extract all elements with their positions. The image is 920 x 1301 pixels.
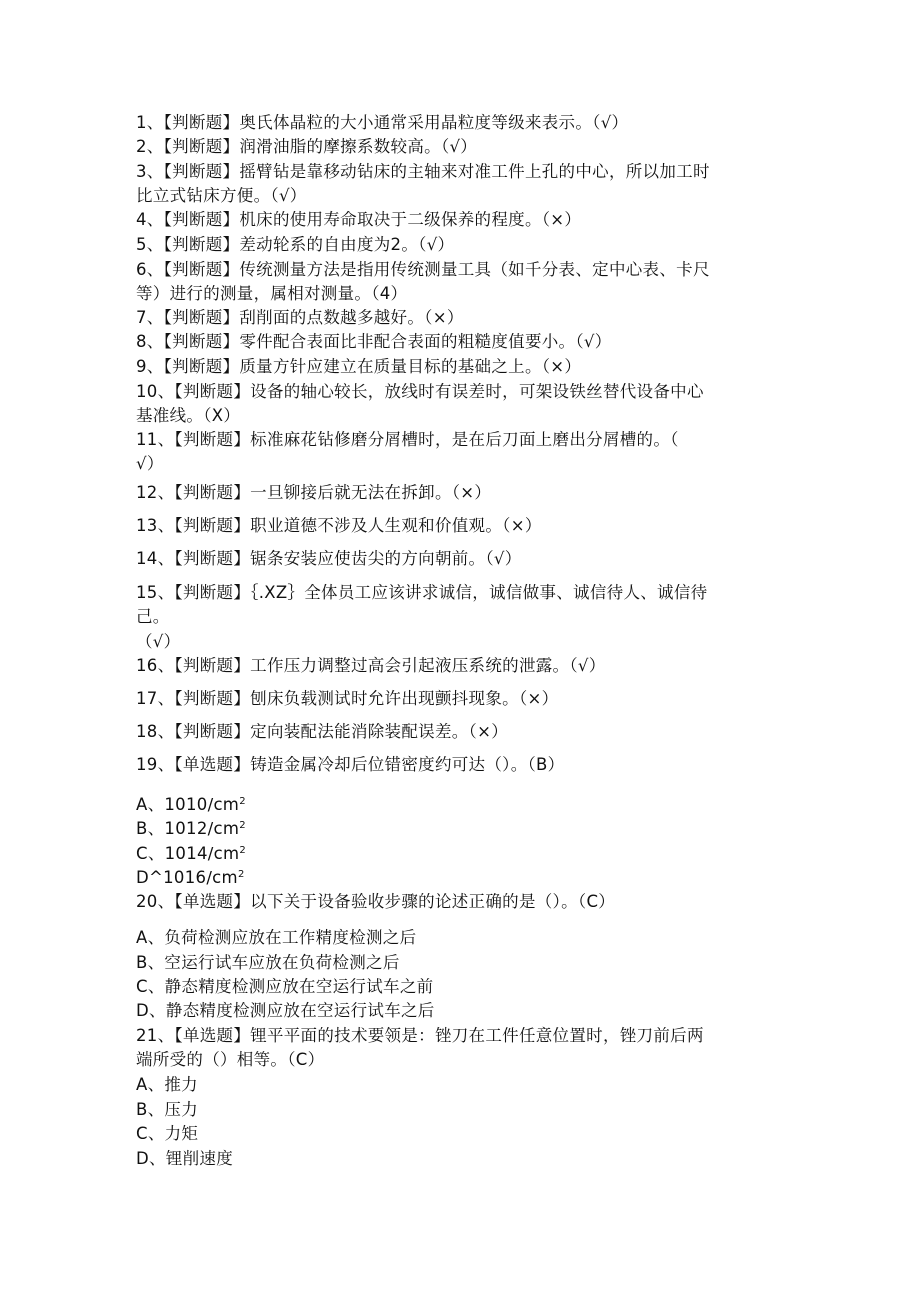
question-10-cont: 基准线。（X）	[136, 406, 241, 425]
question-19: 19、【单选题】铸造金属冷却后位错密度约可达（）。（B）	[136, 755, 565, 774]
question-5: 5、【判断题】差动轮系的自由度为2。（√）	[136, 235, 455, 254]
question-2: 2、【判断题】润滑油脂的摩擦系数较高。（√）	[136, 137, 478, 156]
question-16: 16、【判断题】工作压力调整过高会引起液压系统的泄露。（√）	[136, 656, 606, 675]
question-15: 15、【判断题】｛.XZ｝全体员工应该讲求诚信，诚信做事、诚信待人、诚信待	[136, 583, 708, 602]
option-19-b: B、$1012∕cm^2$	[136, 819, 246, 838]
question-7: 7、【判断题】刮削面的点数越多越好。（×）	[136, 308, 464, 327]
option-19-a: A、$1010∕cm^2$	[136, 795, 246, 814]
question-12: 12、【判断题】一旦铆接后就无法在拆卸。（×）	[136, 483, 492, 502]
question-6: 6、【判断题】传统测量方法是指用传统测量工具（如千分表、定中心表、卡尺	[136, 260, 710, 279]
question-6-cont: 等）进行的测量，属相对测量。（4）	[136, 284, 408, 303]
question-20: 20、【单选题】以下关于设备验收步骤的论述正确的是（）。（C）	[136, 892, 616, 911]
question-15-answer: （√）	[136, 632, 181, 651]
question-8: 8、【判断题】零件配合表面比非配合表面的粗糙度值要小。（√）	[136, 332, 612, 351]
question-11: 11、【判断题】标准麻花钻修磨分屑槽时，是在后刀面上磨出分屑槽的。（	[136, 430, 679, 449]
option-21-d: D、锂削速度	[136, 1149, 234, 1168]
option-20-d: D、静态精度检测应放在空运行试车之后	[136, 1001, 435, 1020]
option-21-b: B、压力	[136, 1100, 199, 1119]
question-4: 4、【判断题】机床的使用寿命取决于二级保养的程度。（×）	[136, 210, 582, 229]
question-21-cont: 端所受的（）相等。（C）	[136, 1050, 325, 1069]
option-20-a: A、负荷检测应放在工作精度检测之后	[136, 928, 417, 947]
question-11-cont: √）	[136, 454, 164, 473]
question-9: 9、【判断题】质量方针应建立在质量目标的基础之上。（×）	[136, 357, 582, 376]
option-20-b: B、空运行试车应放在负荷检测之后	[136, 953, 400, 972]
option-19-d: $D\^{}1016∕cm^2$	[136, 868, 245, 887]
question-13: 13、【判断题】职业道德不涉及人生观和价值观。（×）	[136, 516, 542, 535]
question-14: 14、【判断题】锯条安装应使齿尖的方向朝前。（√）	[136, 549, 522, 568]
option-19-c: C、$1014∕cm^2$	[136, 844, 247, 863]
question-10: 10、【判断题】设备的轴心较长，放线时有误差时，可架设铁丝替代设备中心	[136, 382, 704, 401]
question-1: 1、【判断题】奥氏体晶粒的大小通常采用晶粒度等级来表示。（√）	[136, 113, 629, 132]
option-21-c: C、力矩	[136, 1124, 199, 1143]
question-18: 18、【判断题】定向装配法能消除装配误差。（×）	[136, 722, 509, 741]
question-17: 17、【判断题】刨床负载测试时允许出现颤抖现象。（×）	[136, 689, 559, 708]
question-3-cont: 比立式钻床方便。（√）	[136, 186, 307, 205]
question-3: 3、【判断题】摇臂钻是靠移动钻床的主轴来对准工件上孔的中心，所以加工时	[136, 162, 710, 181]
question-15-cont: 己。	[136, 607, 170, 626]
option-20-c: C、静态精度检测应放在空运行试车之前	[136, 977, 434, 996]
question-21: 21、【单选题】锂平平面的技术要领是：锉刀在工件任意位置时，锉刀前后两	[136, 1026, 704, 1045]
option-21-a: A、推力	[136, 1075, 198, 1094]
